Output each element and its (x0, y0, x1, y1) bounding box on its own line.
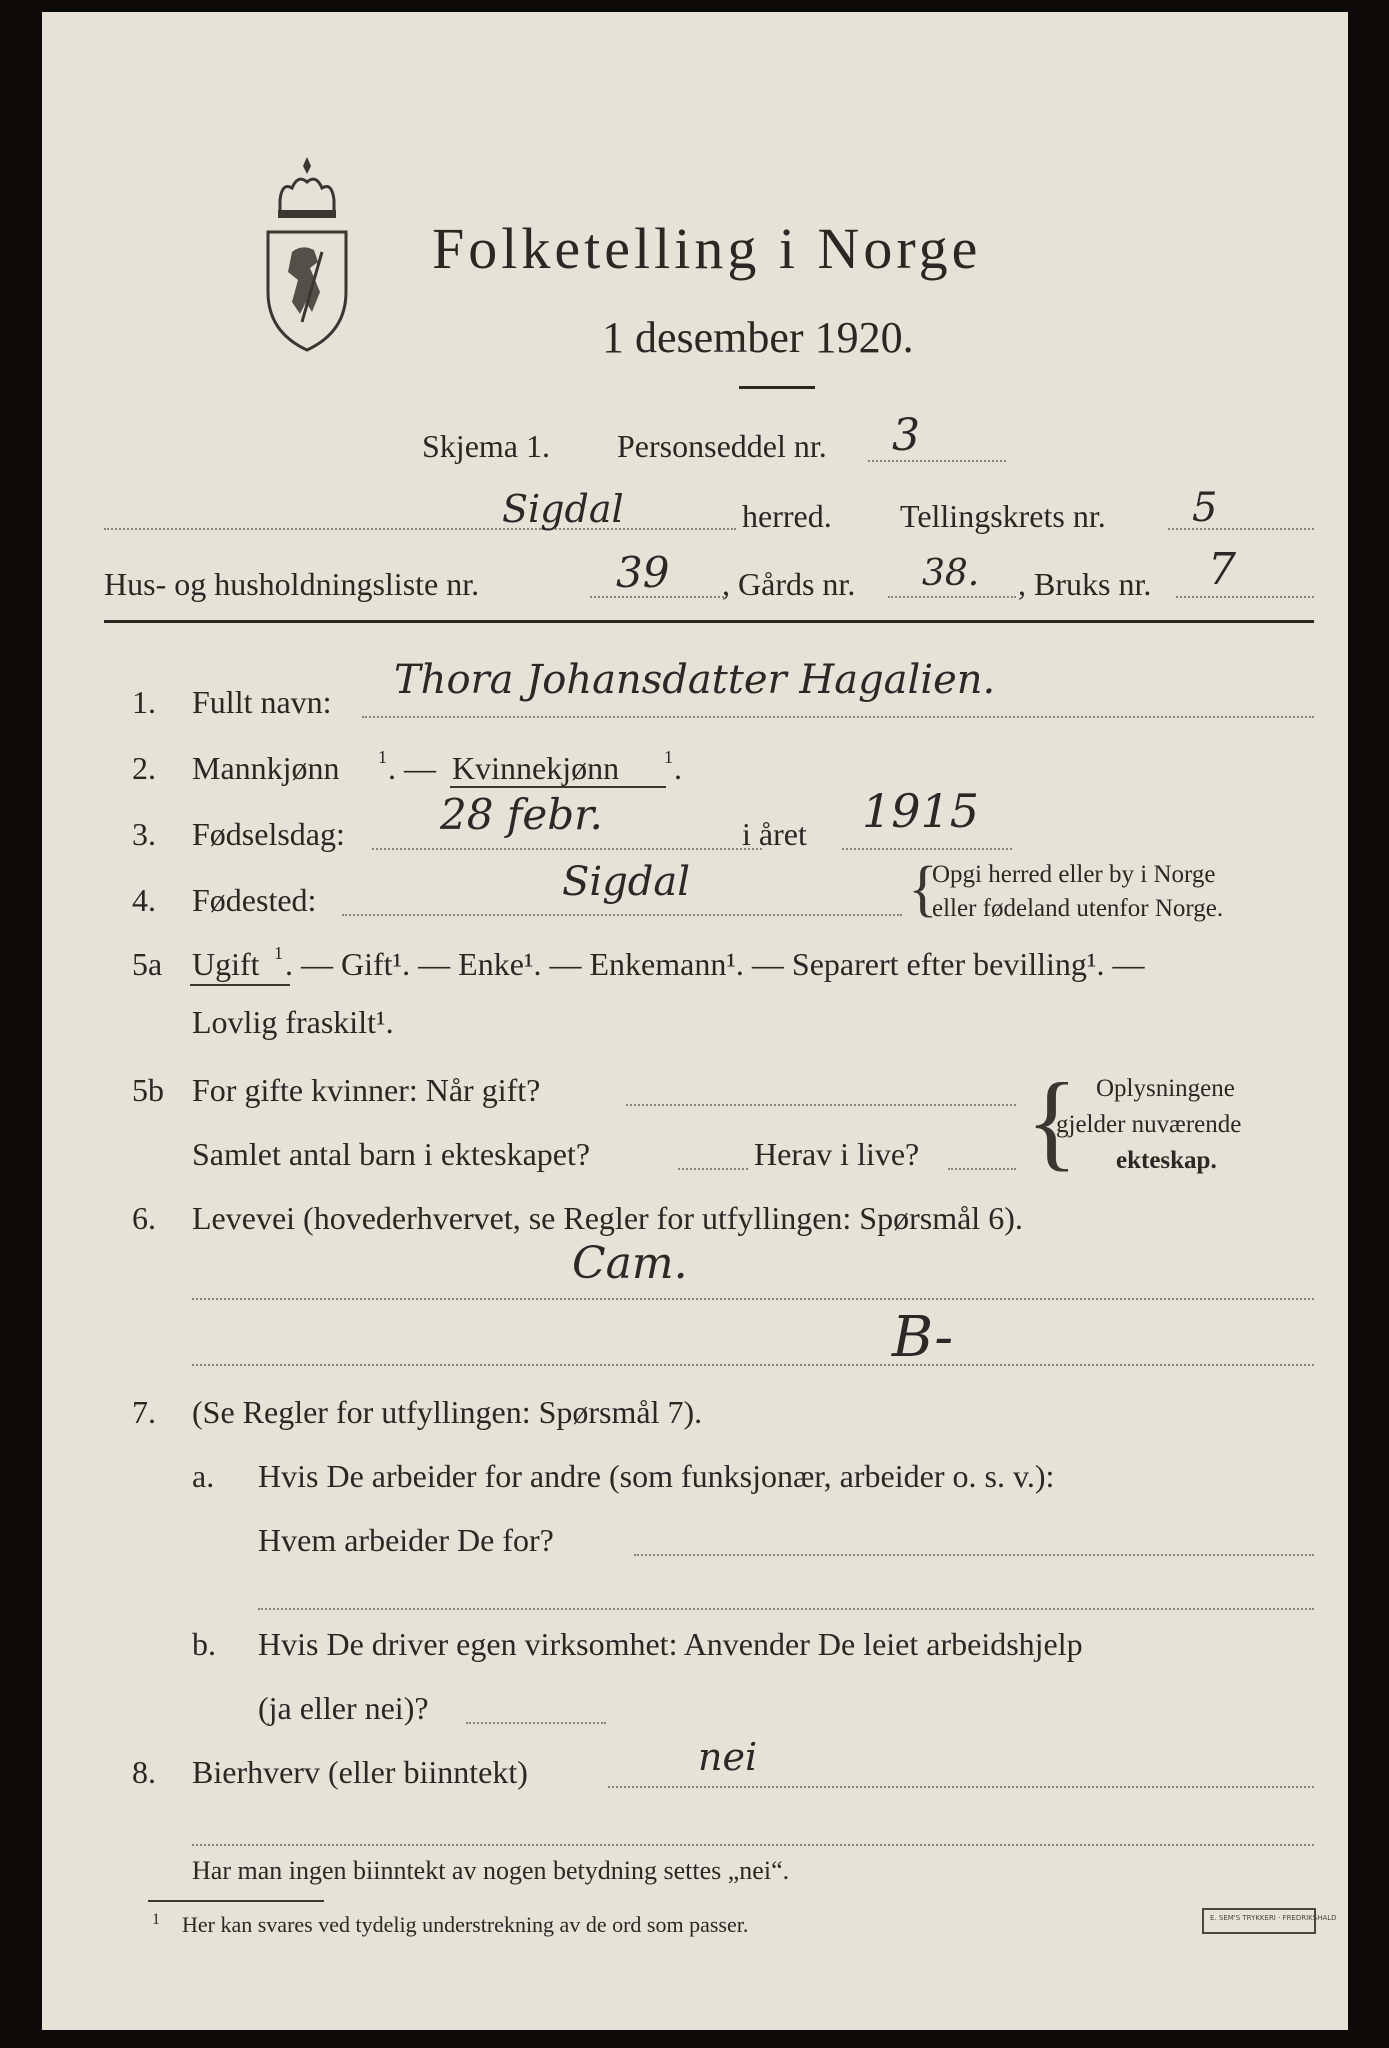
personseddel-line (868, 460, 1006, 462)
q5b-when-line (626, 1104, 1016, 1106)
occupation-value[interactable]: Cam. (572, 1238, 688, 1289)
q5b-note-line2: gjelder nuværende (1056, 1111, 1242, 1138)
herred-line (104, 528, 736, 530)
q5b-alive-line (948, 1168, 1016, 1170)
hus-value[interactable]: 39 (616, 548, 670, 597)
q7a-letter: a. (192, 1458, 215, 1494)
tellingskrets-value[interactable]: 5 (1192, 485, 1218, 531)
gards-value[interactable]: 38. (922, 553, 980, 594)
q4-line (342, 914, 902, 916)
tellingskrets-line (1168, 528, 1314, 530)
printer-stamp-text: E. SEM'S TRYKKERI · FREDRIKSHALD (1210, 1914, 1337, 1922)
q2-end: . (674, 750, 682, 786)
q3-label: Fødselsdag: (192, 816, 345, 852)
q4-brace: { (908, 855, 938, 923)
q7a-extra-line (258, 1608, 1314, 1610)
q7a-line2: Hvem arbeider De for? (258, 1522, 554, 1558)
skjema-label: Skjema 1. (422, 428, 550, 464)
form-title: Folketelling i Norge (432, 216, 982, 281)
census-form-page (42, 12, 1348, 2030)
q2-sup-2: 1 (664, 747, 673, 767)
q3-line (372, 848, 762, 850)
printer-stamp (1202, 1908, 1337, 1934)
personseddel-label: Personseddel nr. (617, 428, 827, 464)
bruks-value[interactable]: 7 (1208, 544, 1236, 595)
marital-option-fraskilt[interactable]: Lovlig fraskilt¹. (192, 1004, 394, 1040)
sex-option-male[interactable]: Mannkjønn (192, 750, 340, 786)
q6-label: Levevei (hovederhvervet, se Regler for utfyllingen: Spørsmål 6). (192, 1200, 1023, 1236)
herred-label: herred. (742, 498, 832, 534)
q6-line-1 (192, 1298, 1314, 1300)
footnote-text: Her kan svares ved tydelig understrekning av de ord som passer. (182, 1912, 749, 1937)
q7-number: 7. (132, 1394, 156, 1430)
q5b-note-line3: ekteskap. (1116, 1147, 1217, 1174)
norwegian-lion-coat-of-arms-icon (262, 152, 352, 352)
census-date: 1 desember 1920. (602, 313, 914, 362)
birthdate-value[interactable]: 28 febr. (440, 790, 603, 839)
q2-number: 2. (132, 750, 156, 786)
q5b-children-total: Samlet antal barn i ekteskapet? (192, 1136, 591, 1172)
q6-number: 6. (132, 1200, 156, 1236)
q5b-brace: { (1026, 1062, 1078, 1181)
side-income-value[interactable]: nei (698, 1735, 758, 1779)
q7b-letter: b. (192, 1626, 216, 1662)
q7-label: (Se Regler for utfyllingen: Spørsmål 7). (192, 1394, 703, 1430)
q4-number: 4. (132, 882, 156, 918)
q7b-answer-line (466, 1722, 606, 1724)
q7a-line1: Hvis De arbeider for andre (som funksjonær, arbeider o. s. v.): (258, 1458, 1055, 1494)
birth-year-value[interactable]: 1915 (862, 784, 980, 838)
hus-label: Hus- og husholdningsliste nr. (104, 566, 480, 602)
female-underline (450, 786, 666, 788)
q2-separator: . — (388, 750, 436, 786)
q5b-children-line (678, 1168, 748, 1170)
q3-year-line (842, 848, 1012, 850)
q1-number: 1. (132, 684, 156, 720)
title-divider (739, 386, 815, 389)
herred-value[interactable]: Sigdal (502, 487, 624, 531)
q4-label: Fødested: (192, 882, 317, 918)
birthplace-value[interactable]: Sigdal (562, 859, 691, 905)
bruks-label: , Bruks nr. (1018, 566, 1152, 602)
personseddel-value[interactable]: 3 (892, 410, 920, 461)
gards-label: , Gårds nr. (722, 566, 856, 602)
bruks-line (1176, 596, 1314, 598)
q3-number: 3. (132, 816, 156, 852)
q7b-line2: (ja eller nei)? (258, 1690, 429, 1726)
header-divider (104, 620, 1314, 623)
q5b-when-married: For gifte kvinner: Når gift? (192, 1072, 541, 1108)
q4-note-line1: Opgi herred eller by i Norge (932, 861, 1216, 888)
footnote-divider (148, 1900, 324, 1902)
q3-year-label: i året (742, 816, 807, 852)
q5b-children-alive: Herav i live? (754, 1136, 920, 1172)
q5a-sup: 1 (274, 943, 283, 963)
q1-label: Fullt navn: (192, 684, 332, 720)
marital-option-ugift[interactable]: Ugift (192, 946, 260, 982)
sex-option-female[interactable]: Kvinnekjønn (452, 750, 620, 786)
ugift-underline (190, 984, 290, 986)
q8-line-2 (192, 1844, 1314, 1846)
q7a-employer-line (634, 1554, 1314, 1556)
q1-line (362, 716, 1314, 718)
q2-sup-1: 1 (378, 747, 387, 767)
q6-official-mark: B- (892, 1305, 954, 1370)
gards-line (888, 596, 1016, 598)
footnote-number: 1 (152, 1911, 160, 1928)
q5b-note-line1: Oplysningene (1096, 1075, 1235, 1102)
q5a-number: 5a (132, 946, 163, 982)
q8-number: 8. (132, 1754, 156, 1790)
q5b-number: 5b (132, 1072, 164, 1108)
marital-options-rest: . — Gift¹. — Enke¹. — Enkemann¹. — Separert efter bevilling¹. — (285, 946, 1145, 982)
q8-line (608, 1786, 1314, 1788)
q8-note: Har man ingen biinntekt av nogen betydning settes „nei“. (192, 1856, 790, 1885)
q7b-line1: Hvis De driver egen virksomhet: Anvender De leiet arbeidshjelp (258, 1626, 1083, 1662)
tellingskrets-label: Tellingskrets nr. (900, 498, 1106, 534)
q4-note-line2: eller fødeland utenfor Norge. (932, 895, 1224, 922)
q6-line-2 (192, 1364, 1314, 1366)
full-name-value[interactable]: Thora Johansdatter Hagalien. (394, 657, 996, 703)
q8-label: Bierhverv (eller biinntekt) (192, 1754, 528, 1790)
